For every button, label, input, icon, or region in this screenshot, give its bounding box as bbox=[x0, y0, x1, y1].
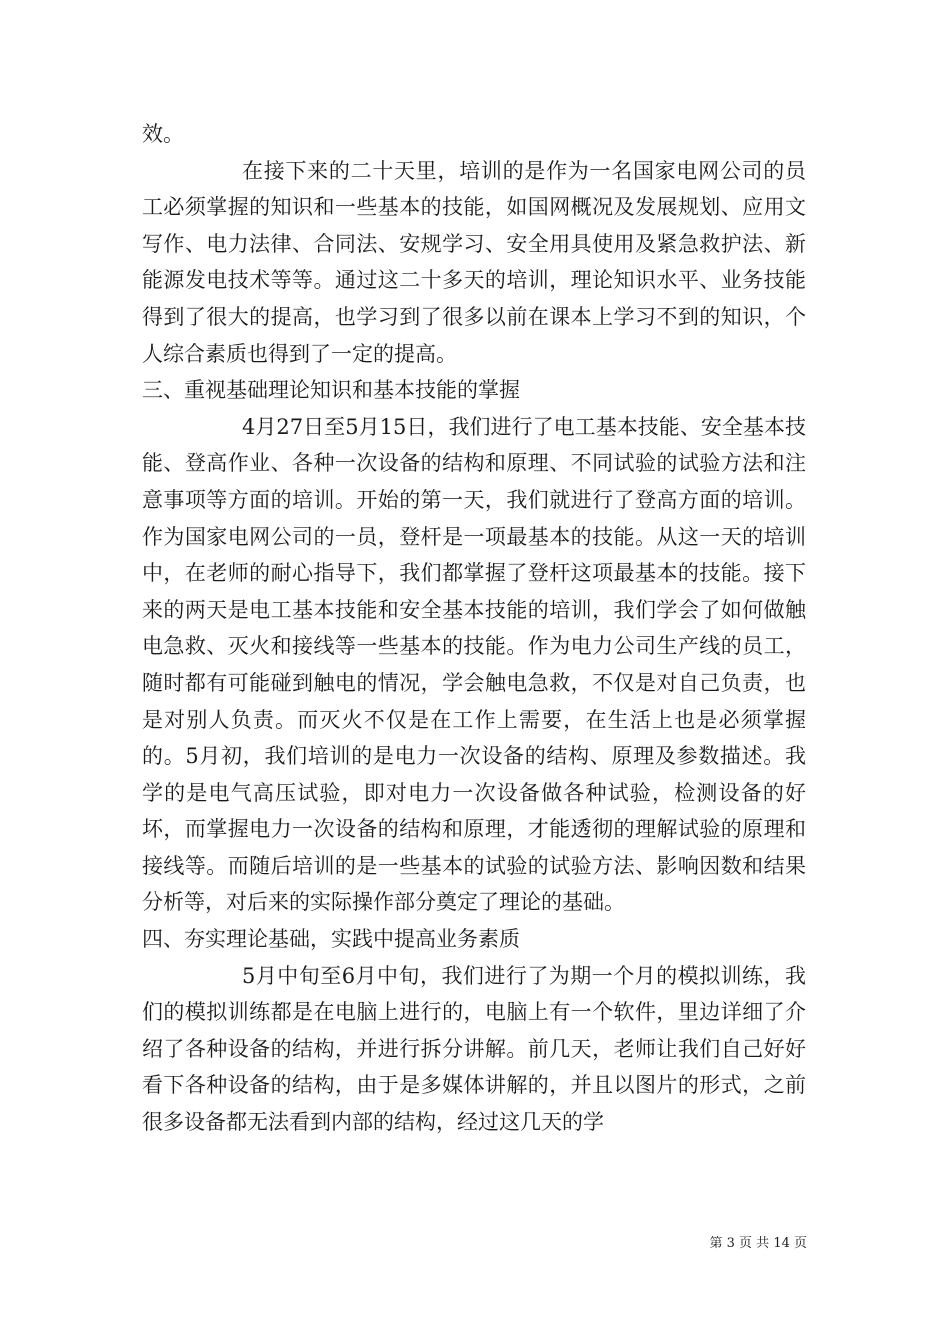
paragraph-continuation: 效。 bbox=[142, 122, 184, 146]
section-heading-four: 四、夯实理论基础，实践中提高业务素质 bbox=[142, 927, 520, 952]
page-number-footer: 第 3 页 共 14 页 bbox=[709, 1236, 807, 1251]
paragraph-basic-skills: 4月27日至5月15日，我们进行了电工基本技能、安全基本技能、登高作业、各种一次设备的结构和原理、不同试验的试验方法和注意事项等方面的培训。开始的第一天，我们就进行了登高方面的培训。作为国家电网公司的一员，登杆是一项最基本的技能。从这一天的培训中，在老师的耐心指导下，我们都掌握了登杆这项最基本的技能。接下来的两天是电工基本技能和安全基本技能的培训，我们学会了如何做触电急救、灭火和接线等一些基本的技能。作为电力公司生产线的员工，随时都有可能碰到触电的情况，学会触电急救，不仅是对自己负责，也是对别人负责。而灭火不仅是在工作上需要，在生活上也是必须掌握的。5月初，我们培训的是电力一次设备的结构、原理及参数描述。我学的是电气高压试验，即对电力一次设备做各种试验，检测设备的好坏，而掌握电力一次设备的结构和原理，才能透彻的理解试验的原理和接线等。而随后培训的是一些基本的试验的试验方法、影响因数和结果分析等，对后来的实际操作部分奠定了理论的基础。 bbox=[142, 414, 806, 915]
section-heading-three: 三、重视基础理论知识和基本技能的掌握 bbox=[142, 378, 520, 403]
paragraph-simulation-training: 5月中旬至6月中旬，我们进行了为期一个月的模拟训练，我们的模拟训练都是在电脑上进行的，电脑上有一个软件，里边详细了介绍了各种设备的结构，并进行拆分讲解。前几天，老师让我们自己好好看下各种设备的结构，由于是多媒体讲解的，并且以图片的形式，之前很多设备都无法看到内部的结构，经过这几天的学 bbox=[142, 963, 806, 1135]
paragraph-training-overview: 在接下来的二十天里，培训的是作为一名国家电网公司的员工必须掌握的知识和一些基本的技能，如国网概况及发展规划、应用文写作、电力法律、合同法、安规学习、安全用具使用及紧急救护法、新能源发电技术等等。通过这二十多天的培训，理论知识水平、业务技能得到了很大的提高，也学习到了很多以前在课本上学习不到的知识，个人综合素质也得到了一定的提高。 bbox=[142, 158, 806, 366]
document-body bbox=[142, 116, 806, 1141]
